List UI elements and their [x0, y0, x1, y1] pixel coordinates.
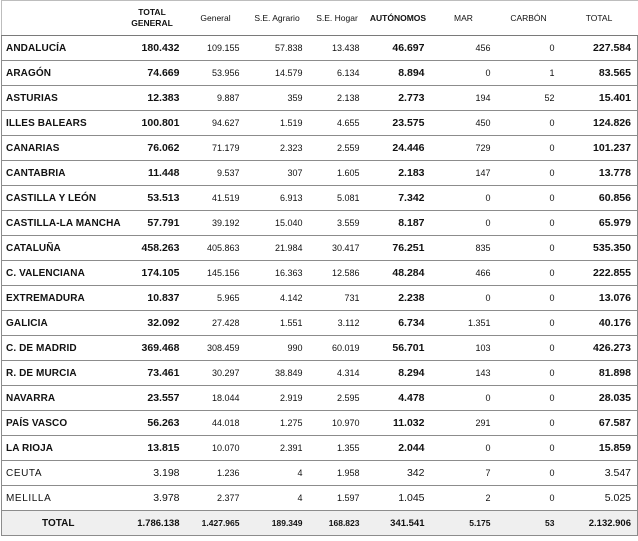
table-cell: 56.701	[366, 336, 431, 361]
table-cell: 291	[431, 411, 497, 436]
table-cell: 2.323	[246, 136, 309, 161]
table-cell: 1.519	[246, 111, 309, 136]
table-cell: 13.076	[561, 286, 638, 311]
table-cell: 94.627	[186, 111, 246, 136]
table-row	[2, 336, 638, 361]
table-cell: 65.979	[561, 211, 638, 236]
table-cell: 5.081	[309, 186, 366, 211]
table-cell: 1.355	[309, 436, 366, 461]
total-row	[2, 511, 638, 536]
table-cell: 0	[497, 461, 561, 486]
table-cell: 227.584	[561, 36, 638, 61]
table-cell: 0	[497, 236, 561, 261]
table-cell: 0	[497, 36, 561, 61]
table-cell: 30.297	[186, 361, 246, 386]
table-cell: 0	[431, 186, 497, 211]
table-cell: 81.898	[561, 361, 638, 386]
table-cell: 4	[246, 486, 309, 511]
table-cell: 9.537	[186, 161, 246, 186]
table-cell: 48.284	[366, 261, 431, 286]
region-name: ARAGÓN	[2, 61, 119, 86]
table-cell: 103	[431, 336, 497, 361]
table-row	[2, 111, 638, 136]
total-cell: 2.132.906	[561, 511, 638, 536]
table-cell: 369.468	[119, 336, 186, 361]
table-cell: 56.263	[119, 411, 186, 436]
table-cell: 307	[246, 161, 309, 186]
table-cell: 30.417	[309, 236, 366, 261]
table-cell: 10.970	[309, 411, 366, 436]
region-name: CASTILLA-LA MANCHA	[2, 211, 119, 236]
table-cell: 5.025	[561, 486, 638, 511]
table-cell: 2.238	[366, 286, 431, 311]
table-cell: 10.837	[119, 286, 186, 311]
table-cell: 0	[497, 386, 561, 411]
table-cell: 101.237	[561, 136, 638, 161]
table-cell: 405.863	[186, 236, 246, 261]
table-row	[2, 186, 638, 211]
total-cell: 168.823	[309, 511, 366, 536]
table-cell: 145.156	[186, 261, 246, 286]
table-cell: 0	[431, 386, 497, 411]
table-cell: 0	[497, 211, 561, 236]
table-cell: 12.586	[309, 261, 366, 286]
table-cell: 38.849	[246, 361, 309, 386]
table-cell: 535.350	[561, 236, 638, 261]
table-cell: 2.044	[366, 436, 431, 461]
table-cell: 0	[497, 186, 561, 211]
region-name: PAÍS VASCO	[2, 411, 119, 436]
header-general: General	[186, 1, 246, 36]
region-name: C. DE MADRID	[2, 336, 119, 361]
table-cell: 40.176	[561, 311, 638, 336]
header-se-hogar: S.E. Hogar	[309, 1, 366, 36]
region-name: CEUTA	[2, 461, 119, 486]
table-cell: 5.965	[186, 286, 246, 311]
table-cell: 124.826	[561, 111, 638, 136]
table-cell: 60.856	[561, 186, 638, 211]
table-cell: 456	[431, 36, 497, 61]
table-cell: 21.984	[246, 236, 309, 261]
table-cell: 15.859	[561, 436, 638, 461]
table-cell: 24.446	[366, 136, 431, 161]
header-region	[2, 1, 119, 36]
table-cell: 15.040	[246, 211, 309, 236]
table-cell: 73.461	[119, 361, 186, 386]
table-cell: 23.575	[366, 111, 431, 136]
table-row	[2, 311, 638, 336]
region-name: ILLES BALEARS	[2, 111, 119, 136]
table-cell: 8.894	[366, 61, 431, 86]
header-total: TOTAL	[561, 1, 638, 36]
table-cell: 1.275	[246, 411, 309, 436]
table-cell: 3.112	[309, 311, 366, 336]
table-row	[2, 386, 638, 411]
table-cell: 0	[497, 311, 561, 336]
header-se-agrario: S.E. Agrario	[246, 1, 309, 36]
table-cell: 7	[431, 461, 497, 486]
table-cell: 6.134	[309, 61, 366, 86]
table-cell: 3.978	[119, 486, 186, 511]
table-cell: 147	[431, 161, 497, 186]
table-cell: 359	[246, 86, 309, 111]
table-cell: 8.187	[366, 211, 431, 236]
total-cell: 1.786.138	[119, 511, 186, 536]
table-cell: 27.428	[186, 311, 246, 336]
table-cell: 1	[497, 61, 561, 86]
table-cell: 0	[497, 411, 561, 436]
table-cell: 13.815	[119, 436, 186, 461]
table-cell: 174.105	[119, 261, 186, 286]
table-row	[2, 236, 638, 261]
table-cell: 11.032	[366, 411, 431, 436]
table-cell: 426.273	[561, 336, 638, 361]
table-cell: 15.401	[561, 86, 638, 111]
table-cell: 3.547	[561, 461, 638, 486]
region-name: C. VALENCIANA	[2, 261, 119, 286]
table-cell: 0	[497, 261, 561, 286]
table-cell: 9.887	[186, 86, 246, 111]
table-cell: 23.557	[119, 386, 186, 411]
region-name: CANTABRIA	[2, 161, 119, 186]
table-cell: 0	[497, 336, 561, 361]
table-cell: 342	[366, 461, 431, 486]
region-name: R. DE MURCIA	[2, 361, 119, 386]
table-cell: 2.138	[309, 86, 366, 111]
table-cell: 2.377	[186, 486, 246, 511]
region-name: GALICIA	[2, 311, 119, 336]
table-cell: 44.018	[186, 411, 246, 436]
table-cell: 52	[497, 86, 561, 111]
affiliation-table	[1, 0, 638, 536]
table-cell: 0	[497, 486, 561, 511]
table-cell: 731	[309, 286, 366, 311]
region-name: NAVARRA	[2, 386, 119, 411]
table-cell: 1.045	[366, 486, 431, 511]
table-cell: 67.587	[561, 411, 638, 436]
table-cell: 8.294	[366, 361, 431, 386]
table-cell: 450	[431, 111, 497, 136]
table-cell: 0	[431, 286, 497, 311]
table-cell: 0	[497, 436, 561, 461]
table-cell: 57.838	[246, 36, 309, 61]
table-cell: 1.236	[186, 461, 246, 486]
region-name: LA RIOJA	[2, 436, 119, 461]
table-row	[2, 411, 638, 436]
table-cell: 458.263	[119, 236, 186, 261]
table-cell: 0	[497, 161, 561, 186]
table-row	[2, 261, 638, 286]
table-cell: 2.183	[366, 161, 431, 186]
region-name: CASTILLA Y LEÓN	[2, 186, 119, 211]
table-cell: 109.155	[186, 36, 246, 61]
table-cell: 18.044	[186, 386, 246, 411]
table-cell: 10.070	[186, 436, 246, 461]
table-cell: 4	[246, 461, 309, 486]
table-cell: 14.579	[246, 61, 309, 86]
table-row	[2, 361, 638, 386]
total-cell: 5.175	[431, 511, 497, 536]
table-cell: 1.605	[309, 161, 366, 186]
table-cell: 3.559	[309, 211, 366, 236]
region-name: ASTURIAS	[2, 86, 119, 111]
region-name: EXTREMADURA	[2, 286, 119, 311]
table-cell: 100.801	[119, 111, 186, 136]
table-cell: 4.314	[309, 361, 366, 386]
table-cell: 76.062	[119, 136, 186, 161]
table-cell: 7.342	[366, 186, 431, 211]
region-name: CATALUÑA	[2, 236, 119, 261]
table-row	[2, 486, 638, 511]
table-cell: 83.565	[561, 61, 638, 86]
table-cell: 41.519	[186, 186, 246, 211]
table-cell: 12.383	[119, 86, 186, 111]
table-cell: 466	[431, 261, 497, 286]
table-cell: 1.958	[309, 461, 366, 486]
table-cell: 28.035	[561, 386, 638, 411]
table-cell: 180.432	[119, 36, 186, 61]
header-carbon: CARBÓN	[497, 1, 561, 36]
table-cell: 53.513	[119, 186, 186, 211]
table-cell: 13.778	[561, 161, 638, 186]
table-cell: 4.478	[366, 386, 431, 411]
table-row	[2, 61, 638, 86]
table-cell: 1.351	[431, 311, 497, 336]
total-cell: 189.349	[246, 511, 309, 536]
table-cell: 1.551	[246, 311, 309, 336]
total-cell: 53	[497, 511, 561, 536]
header-row	[2, 1, 638, 36]
table-cell: 143	[431, 361, 497, 386]
table-cell: 2.595	[309, 386, 366, 411]
table-cell: 32.092	[119, 311, 186, 336]
table-cell: 3.198	[119, 461, 186, 486]
header-total-general: TOTAL GENERAL	[119, 1, 186, 36]
table-cell: 11.448	[119, 161, 186, 186]
total-cell: 341.541	[366, 511, 431, 536]
table-cell: 74.669	[119, 61, 186, 86]
table-row	[2, 286, 638, 311]
table-cell: 2	[431, 486, 497, 511]
table-cell: 57.791	[119, 211, 186, 236]
table-cell: 835	[431, 236, 497, 261]
table-cell: 0	[431, 211, 497, 236]
table-cell: 990	[246, 336, 309, 361]
table-row	[2, 436, 638, 461]
table-cell: 0	[497, 111, 561, 136]
table-cell: 0	[431, 436, 497, 461]
table-row	[2, 136, 638, 161]
table-row	[2, 461, 638, 486]
table-cell: 16.363	[246, 261, 309, 286]
table-cell: 6.734	[366, 311, 431, 336]
table-cell: 60.019	[309, 336, 366, 361]
table-cell: 71.179	[186, 136, 246, 161]
total-cell: 1.427.965	[186, 511, 246, 536]
table-cell: 0	[497, 286, 561, 311]
table-cell: 46.697	[366, 36, 431, 61]
table-cell: 76.251	[366, 236, 431, 261]
header-autonomos: AUTÓNOMOS	[366, 1, 431, 36]
table-cell: 39.192	[186, 211, 246, 236]
table-cell: 4.142	[246, 286, 309, 311]
region-name: CANARIAS	[2, 136, 119, 161]
table-row	[2, 161, 638, 186]
table-cell: 0	[497, 361, 561, 386]
table-cell: 729	[431, 136, 497, 161]
table-cell: 194	[431, 86, 497, 111]
table-cell: 2.773	[366, 86, 431, 111]
table-row	[2, 86, 638, 111]
table-row	[2, 36, 638, 61]
header-mar: MAR	[431, 1, 497, 36]
region-name: MELILLA	[2, 486, 119, 511]
table-cell: 6.913	[246, 186, 309, 211]
table-cell: 2.559	[309, 136, 366, 161]
table-cell: 53.956	[186, 61, 246, 86]
table-cell: 13.438	[309, 36, 366, 61]
region-name: ANDALUCÍA	[2, 36, 119, 61]
table-cell: 0	[497, 136, 561, 161]
table-cell: 222.855	[561, 261, 638, 286]
table-cell: 2.391	[246, 436, 309, 461]
table-cell: 308.459	[186, 336, 246, 361]
table-cell: 0	[431, 61, 497, 86]
total-label: TOTAL	[2, 511, 119, 536]
table-cell: 1.597	[309, 486, 366, 511]
table-cell: 4.655	[309, 111, 366, 136]
table-cell: 2.919	[246, 386, 309, 411]
table-row	[2, 211, 638, 236]
